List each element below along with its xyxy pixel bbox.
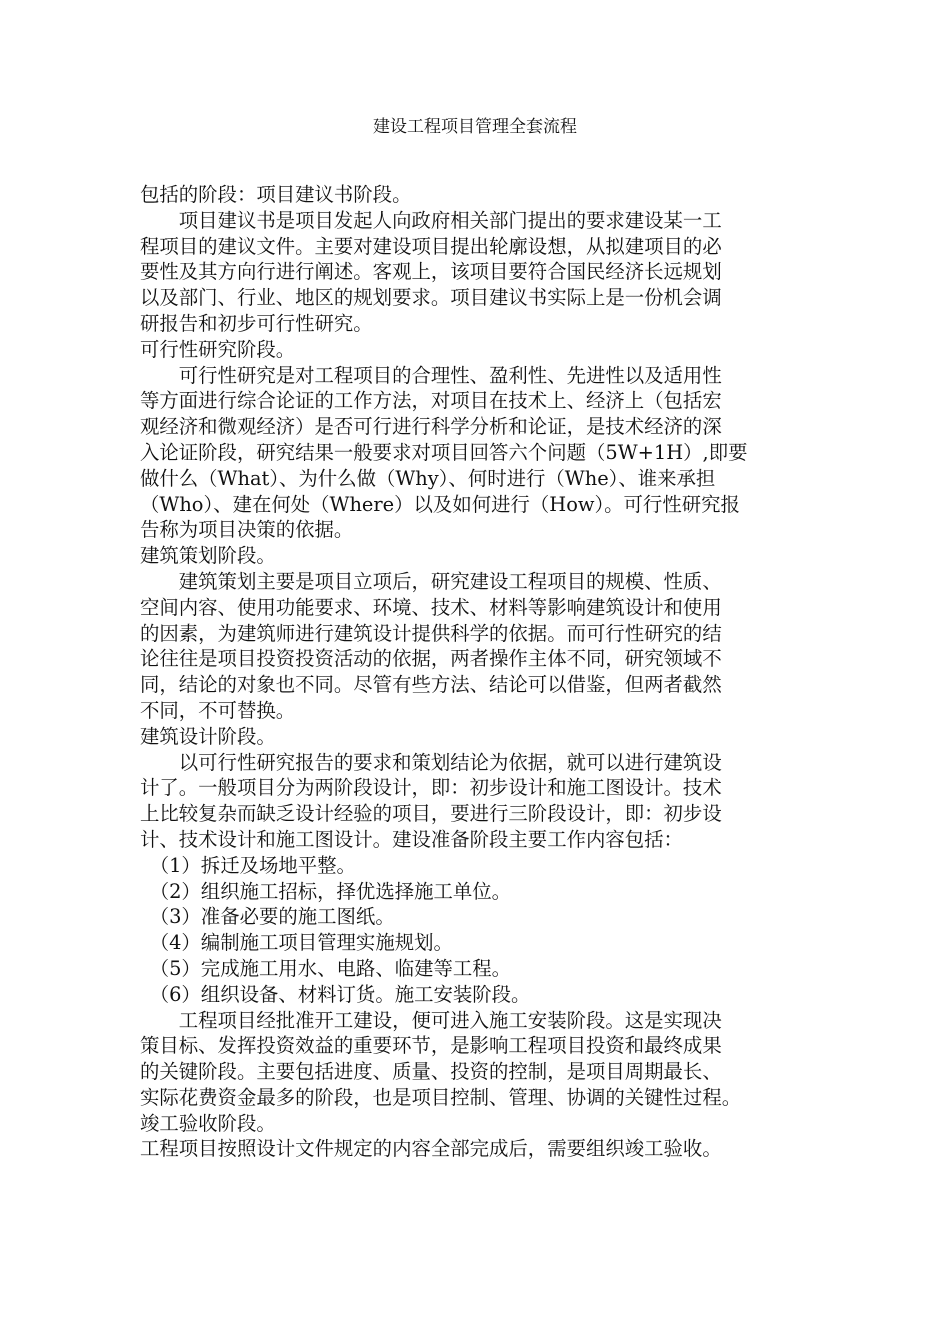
paragraph-line: 告称为项目决策的依据。 (140, 518, 354, 542)
list-item: （1）拆迁及场地平整。 (140, 853, 356, 877)
section-heading-proposal-stage: 包括的阶段：项目建议书阶段。 (140, 183, 412, 206)
list-item: （3）准备必要的施工图纸。 (140, 905, 395, 929)
paragraph-line: 的因素，为建筑师进行建筑设计提供科学的依据。而可行性研究的结 (140, 621, 722, 645)
section-heading-design-stage: 建筑设计阶段。 (140, 724, 276, 748)
paragraph-line: 同，结论的对象也不同。尽管有些方法、结论可以借鉴，但两者截然 (140, 673, 722, 697)
paragraph-line: 不同，不可替换。 (140, 698, 296, 722)
paragraph-line: 建筑策划主要是项目立项后，研究建设工程项目的规模、性质、 (140, 569, 722, 593)
paragraph-line: 以可行性研究报告的要求和策划结论为依据，就可以进行建筑设 (140, 750, 722, 774)
paragraph-line: 计了。一般项目分为两阶段设计，即：初步设计和施工图设计。技术 (140, 776, 722, 800)
paragraph-line: （Who）、建在何处（Where）以及如何进行（How）。可行性研究报 (140, 492, 740, 516)
paragraph-line: 观经济和微观经济）是否可行进行科学分析和论证，是技术经济的深 (140, 415, 722, 439)
list-item: （2）组织施工招标，择优选择施工单位。 (140, 879, 512, 903)
paragraph-line: 项目建议书是项目发起人向政府相关部门提出的要求建设某一工 (140, 208, 722, 232)
paragraph-line: 的关键阶段。主要包括进度、质量、投资的控制，是项目周期最长、 (140, 1060, 722, 1084)
paragraph-line: 计、技术设计和施工图设计。建设准备阶段主要工作内容包括： (140, 827, 683, 851)
paragraph-line: 上比较复杂而缺乏设计经验的项目，要进行三阶段设计，即：初步设 (140, 802, 722, 826)
list-item: （4）编制施工项目管理实施规划。 (140, 931, 453, 955)
section-heading-acceptance-stage: 竣工验收阶段。 (140, 1111, 276, 1135)
paragraph-line: 要性及其方向行进行阐述。客观上，该项目要符合国民经济长远规划 (140, 260, 722, 284)
paragraph-line: 可行性研究是对工程项目的合理性、盈利性、先进性以及适用性 (140, 363, 722, 387)
list-item: （6）组织设备、材料订货。施工安装阶段。 (140, 982, 531, 1006)
paragraph-line: 研报告和初步可行性研究。 (140, 311, 373, 335)
paragraph-line: 策目标、发挥投资效益的重要环节，是影响工程项目投资和最终成果 (140, 1034, 722, 1058)
section-heading-planning-stage: 建筑策划阶段。 (140, 544, 276, 568)
section-heading-feasibility-stage: 可行性研究阶段。 (140, 337, 296, 361)
paragraph-line: 等方面进行综合论证的工作方法，对项目在技术上、经济上（包括宏 (140, 389, 722, 413)
page-title: 建设工程项目管理全套流程 (373, 117, 577, 137)
paragraph-line: 实际花费资金最多的阶段，也是项目控制、管理、协调的关键性过程。 (140, 1085, 742, 1109)
paragraph-line: 工程项目经批准开工建设，便可进入施工安装阶段。这是实现决 (140, 1008, 722, 1032)
paragraph-line: 工程项目按照设计文件规定的内容全部完成后，需要组织竣工验收。 (140, 1137, 722, 1161)
paragraph-line: 做什么（What）、为什么做（Why）、何时进行（Whe）、谁来承担 (140, 466, 716, 490)
paragraph-line: 空间内容、使用功能要求、环境、技术、材料等影响建筑设计和使用 (140, 595, 722, 619)
paragraph-line: 论往往是项目投资投资活动的依据，两者操作主体不同，研究领域不 (140, 647, 722, 671)
list-item: （5）完成施工用水、电路、临建等工程。 (140, 956, 512, 980)
paragraph-line: 程项目的建议文件。主要对建设项目提出轮廓设想，从拟建项目的必 (140, 234, 722, 258)
paragraph-line: 入论证阶段，研究结果一般要求对项目回答六个问题（5W+1H）,即要 (140, 440, 748, 464)
paragraph-line: 以及部门、行业、地区的规划要求。项目建议书实际上是一份机会调 (140, 286, 722, 310)
document-body (140, 182, 830, 1162)
